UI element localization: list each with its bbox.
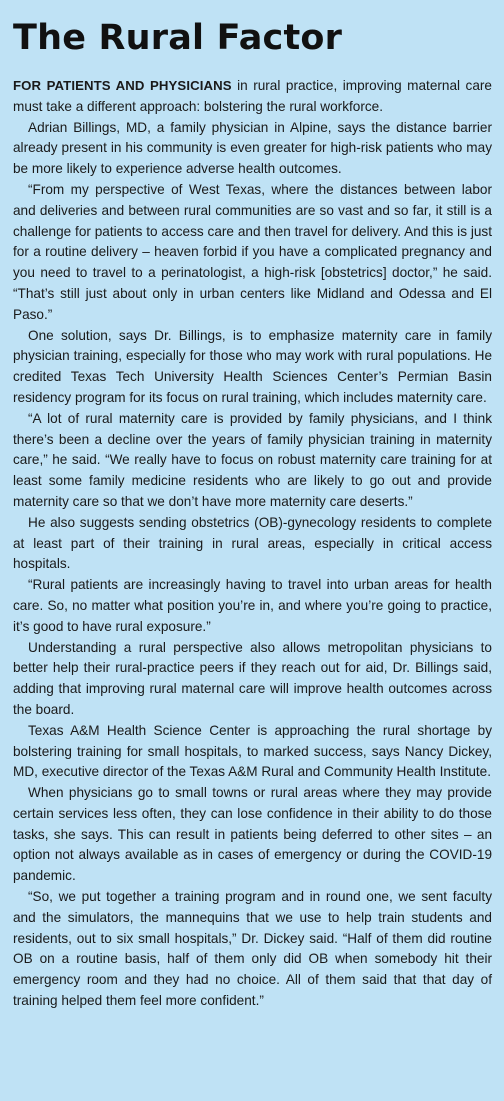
body-paragraph-8: Texas A&M Health Science Center is approaching the rural shortage by bolstering training for small hospitals, to marked success, says Nancy Dickey, MD, executive director of the Texas A&M Rural and Community Health Institute. bbox=[13, 722, 492, 780]
lead-paragraph bbox=[13, 76, 492, 118]
body-paragraph-5: He also suggests sending obstetrics (OB)-gynecology residents to complete at least part of their training in rural areas, especially in critical access hospitals. bbox=[13, 514, 492, 572]
body-paragraph-3: One solution, says Dr. Billings, is to emphasize maternity care in family physician training, especially for those who may work with rural populations. He credited Texas Tech University Health Sciences Center’s Permian Basin residency program for its focus on rural training, which includes maternity care. bbox=[13, 327, 492, 405]
article-title: The Rural Factor bbox=[13, 18, 343, 58]
article-body bbox=[13, 76, 492, 1012]
body-paragraph-10: “So, we put together a training program and in round one, we sent faculty and the simulators, the mannequins that we use to help train students and residents, out to six small hospitals,” Dr. Dickey said. “Half of them did routine OB on a routine basis, half of them only did OB when somebody hit their emergency room and they had no choice. All of them said that that day of training helped them feel more confident.” bbox=[13, 889, 492, 1009]
lead-rest: in rural practice, improving maternal care must take a different approach: bolstering the rural workforce. bbox=[13, 78, 492, 114]
lead-caps: FOR PATIENTS AND PHYSICIANS bbox=[13, 78, 232, 93]
body-paragraph-6: “Rural patients are increasingly having to travel into urban areas for health care. So, no matter what position you’re in, and where you’re going to practice, it’s good to have rural exposure.” bbox=[13, 577, 492, 634]
body-paragraph-4: “A lot of rural maternity care is provided by family physicians, and I think there’s been a decline over the years of family physician training in maternity care,” he said. “We really have to focus on robust maternity care training for at least some family medicine residents who are likely to go out and provide maternity care so that we don’t have more maternity care deserts.” bbox=[13, 410, 492, 509]
body-paragraph-9: When physicians go to small towns or rural areas where they may provide certain services less often, they can lose confidence in their ability to do those tasks, she says. This can result in patients being deferred to other sites – an option not always available as in cases of emergency or during the COVID-19 pandemic. bbox=[13, 785, 492, 884]
body-paragraph-1: Adrian Billings, MD, a family physician in Alpine, says the distance barrier already present in his community is even greater for high-risk patients who may be more likely to experience adverse health outcomes. bbox=[13, 119, 492, 177]
body-paragraph-7: Understanding a rural perspective also allows metropolitan physicians to better help their rural-practice peers if they reach out for aid, Dr. Billings said, adding that improving rural maternal care will improve health outcomes across the board. bbox=[13, 639, 492, 717]
body-paragraph-2: “From my perspective of West Texas, where the distances between labor and deliveries and between rural communities are so vast and so far, it still is a challenge for patients to access care and then travel for delivery. And this is just for a routine delivery – heaven forbid if you have a complicated pregnancy and you need to travel to a perinatologist, a high-risk [obstetrics] doctor,” he said. “That’s still just about only in urban centers like Midland and Odessa and El Paso.” bbox=[13, 181, 492, 322]
